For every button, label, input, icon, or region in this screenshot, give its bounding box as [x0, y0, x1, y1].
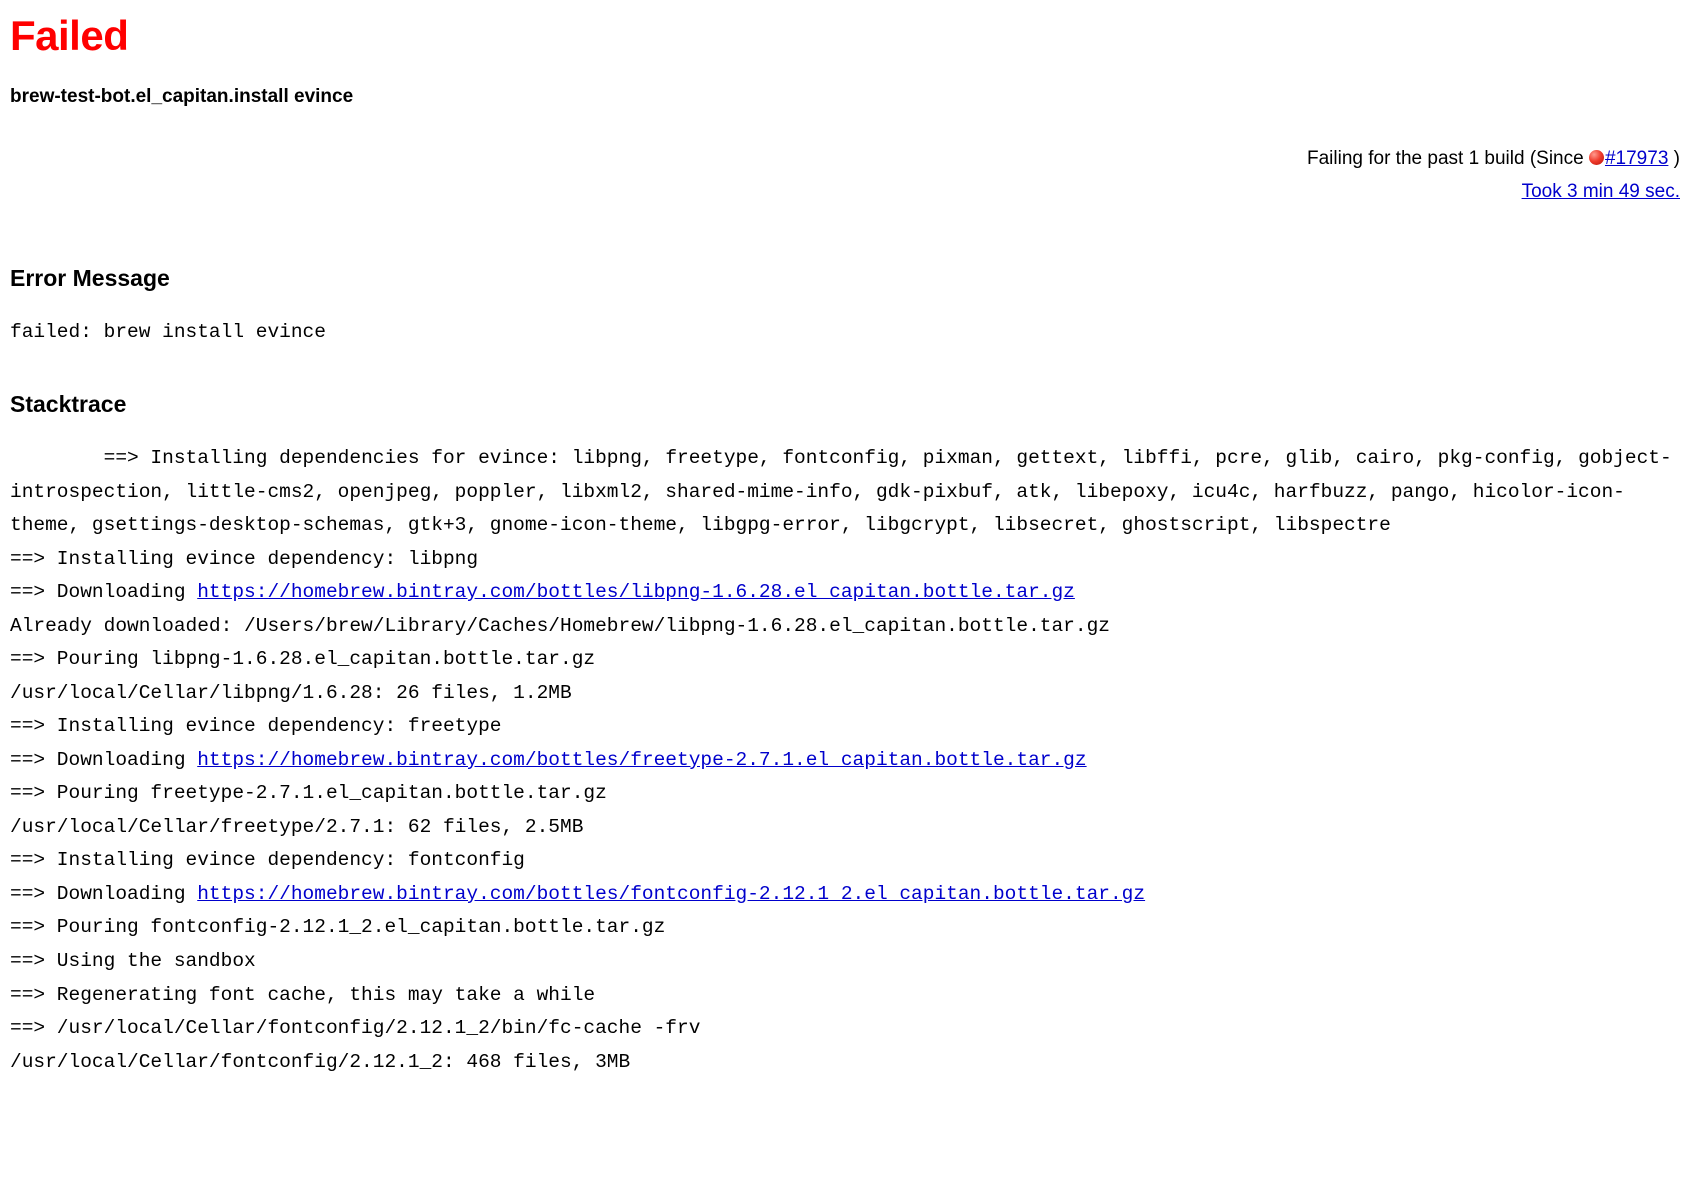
stacktrace-line: /usr/local/Cellar/fontconfig/2.12.1_2: 468 files, 3MB: [10, 1050, 631, 1073]
stacktrace-line: ==> /usr/local/Cellar/fontconfig/2.12.1_2/bin/fc-cache -frv: [10, 1017, 701, 1040]
stacktrace-line: ==> Installing evince dependency: libpng: [10, 547, 479, 570]
stacktrace-line: ==> Installing evince dependency: fontconfig: [10, 849, 525, 872]
build-meta: [10, 142, 1680, 209]
stacktrace-line: ==> Installing dependencies for evince: libpng, freetype, fontconfig, pixman, gettext, libffi, pcre, glib, cairo, pkg-config, gobject-introspection, little-cms2, openjpeg, poppler, libxml2, shared-mime-info, gdk-pixbuf, atk, libepoxy, icu4c, harfbuzz, pango, hicolor-icon-theme, gsettings-desktop-schemas, gtk+3, gnome-icon-theme, libgpg-error, libgcrypt, libsecret, ghostscript, libspectre: [10, 447, 1672, 537]
failing-prefix-text: Failing for the past 1 build (Since: [1306, 148, 1584, 169]
stacktrace-line: ==> Downloading: [10, 748, 198, 771]
stacktrace-line: ==> Installing evince dependency: freetype: [10, 715, 502, 738]
duration-line: [10, 175, 1680, 208]
stacktrace-line: ==> Pouring freetype-2.7.1.el_capitan.bottle.tar.gz: [10, 782, 607, 805]
red-ball-icon: [1589, 150, 1604, 165]
stacktrace-output: [10, 442, 1684, 1079]
stacktrace-line: ==> Downloading: [10, 581, 198, 604]
page-title: Failed: [10, 12, 129, 59]
error-message-text: failed: brew install evince: [10, 320, 326, 343]
download-url-link[interactable]: https://homebrew.bintray.com/bottles/freetype-2.7.1.el_capitan.bottle.tar.gz: [197, 748, 1087, 771]
error-message-heading: Error Message: [10, 264, 170, 291]
stacktrace-line: ==> Pouring libpng-1.6.28.el_capitan.bottle.tar.gz: [10, 648, 596, 671]
stacktrace-line: Already downloaded: /Users/brew/Library/Caches/Homebrew/libpng-1.6.28.el_capitan.bottle.tar.gz: [10, 614, 1110, 637]
build-duration-link[interactable]: Took 3 min 49 sec.: [1521, 181, 1680, 203]
stacktrace-line: ==> Pouring fontconfig-2.12.1_2.el_capitan.bottle.tar.gz: [10, 916, 666, 939]
build-number-link[interactable]: #17973: [1604, 148, 1669, 169]
job-name: brew-test-bot.el_capitan.install evince: [10, 86, 354, 107]
stacktrace-line: ==> Regenerating font cache, this may take a while: [10, 983, 596, 1006]
stacktrace-line: ==> Using the sandbox: [10, 950, 256, 972]
download-url-link[interactable]: https://homebrew.bintray.com/bottles/libpng-1.6.28.el_capitan.bottle.tar.gz: [197, 581, 1075, 604]
stacktrace-heading: Stacktrace: [10, 391, 127, 418]
download-url-link[interactable]: https://homebrew.bintray.com/bottles/fontconfig-2.12.1_2.el_capitan.bottle.tar.gz: [197, 882, 1146, 905]
stacktrace-line: ==> Downloading: [10, 882, 198, 905]
failing-suffix-text: ): [1673, 148, 1680, 169]
stacktrace-line: /usr/local/Cellar/libpng/1.6.28: 26 files, 1.2MB: [10, 681, 572, 704]
stacktrace-line: /usr/local/Cellar/freetype/2.7.1: 62 files, 2.5MB: [10, 815, 584, 838]
